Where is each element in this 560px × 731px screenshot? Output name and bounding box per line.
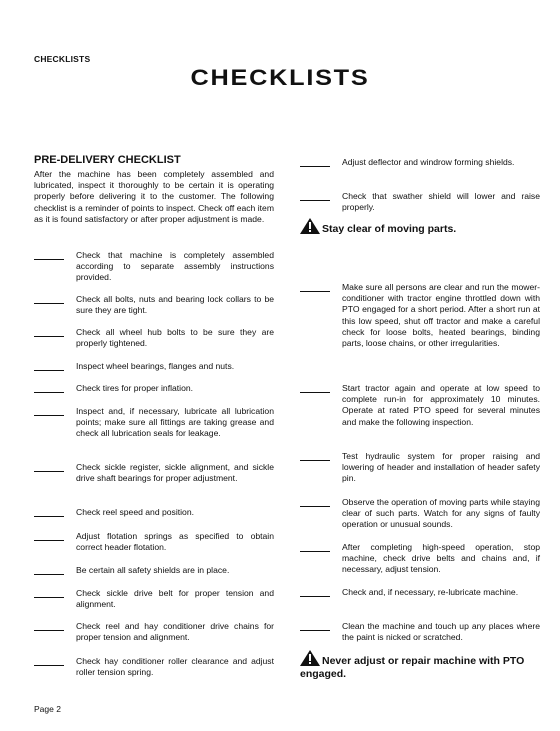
checklist-item	[300, 497, 540, 531]
running-header: CHECKLISTS	[34, 54, 91, 64]
checklist-item-text: Check hay conditioner roller clearance and adjust roller tension spring.	[76, 656, 274, 678]
checkbox-blank[interactable]	[34, 540, 64, 541]
checklist-item	[300, 542, 540, 576]
checkbox-blank[interactable]	[34, 597, 64, 598]
checklist-item	[34, 361, 274, 372]
checklist-item	[34, 250, 274, 284]
checklist-item	[34, 383, 274, 394]
checkbox-blank[interactable]	[300, 551, 330, 552]
checklist-item-text: Check all bolts, nuts and bearing lock collars to be sure they are tight.	[76, 294, 274, 316]
checklist-item	[34, 294, 274, 316]
checklist-item-text: Check reel and hay conditioner drive chains for proper tension and alignment.	[76, 621, 274, 643]
checklist-item-text: Start tractor again and operate at low speed to complete run-in for approximately 10 minutes. Operate at rated PTO speed for several minutes and make the following inspection.	[342, 383, 540, 427]
warning-never-adjust	[300, 650, 540, 680]
checklist-item	[300, 191, 540, 213]
checklist-item	[34, 462, 274, 484]
checklist-item	[300, 587, 540, 598]
warning-stay-clear	[300, 218, 540, 236]
warning-text: Stay clear of moving parts.	[322, 223, 457, 235]
checkbox-blank[interactable]	[34, 336, 64, 337]
checklist-item-text: Check all wheel hub bolts to be sure they are properly tightened.	[76, 327, 274, 349]
checklist-item-text: Adjust flotation springs as specified to obtain correct header flotation.	[76, 531, 274, 553]
page-title: CHECKLISTS	[190, 65, 370, 90]
checkbox-blank[interactable]	[34, 665, 64, 666]
warning-triangle-icon	[300, 650, 320, 666]
checklist-item	[34, 327, 274, 349]
checkbox-blank[interactable]	[34, 516, 64, 517]
warning-triangle-icon	[300, 218, 320, 234]
checkbox-blank[interactable]	[300, 166, 330, 167]
checkbox-blank[interactable]	[300, 596, 330, 597]
checklist-item	[300, 451, 540, 485]
checklist-item-text: Inspect and, if necessary, lubricate all lubrication points; make sure all fittings are taking grease and check all lubrication seals for leakage.	[76, 406, 274, 439]
checklist-item	[34, 531, 274, 553]
checklist-item-text: Adjust deflector and windrow forming shields.	[342, 157, 515, 167]
checklist-item-text: Be certain all safety shields are in place.	[76, 565, 230, 575]
checkbox-blank[interactable]	[300, 630, 330, 631]
checklist-item-text: Check reel speed and position.	[76, 507, 195, 517]
checklist-item	[34, 406, 274, 440]
checklist-item-text: Make sure all persons are clear and run the mower-conditioner with tractor engine throttled down with PTO engaged for a short period. After a short run at this low speed, shut off tractor and make a careful check for loose bolts, heated bearings, binding parts, loose chains, or other irregularities.	[342, 282, 540, 349]
checklist-item-text: Check and, if necessary, re-lubricate machine.	[342, 587, 519, 597]
checklist-item	[300, 282, 540, 349]
checklist-item	[34, 656, 274, 678]
checklist-item	[300, 621, 540, 643]
checklist-item-text: Check tires for proper inflation.	[76, 383, 194, 393]
checkbox-blank[interactable]	[34, 392, 64, 393]
checklist-item	[300, 157, 540, 168]
checkbox-blank[interactable]	[34, 259, 64, 260]
intro-paragraph: After the machine has been completely assembled and lubricated, inspect it thoroughly to be certain it is operating properly before delivering it to the customer. The following checklist is a reminder of points to inspect. Check off each item as it is found satisfactory or after proper adjustment is made.	[34, 169, 274, 224]
checklist-item	[34, 565, 274, 576]
checklist-item-text: Check that swather shield will lower and raise properly.	[342, 191, 540, 213]
checkbox-blank[interactable]	[34, 415, 64, 416]
checklist-item-text: Observe the operation of moving parts while staying clear of such parts. Watch for any signs of faulty operation or unusual sounds.	[342, 497, 540, 530]
checklist-item-text: Check that machine is completely assembled according to separate assembly instructions provided.	[76, 250, 274, 283]
warning-text: Never adjust or repair machine with PTO engaged.	[300, 655, 525, 680]
checkbox-blank[interactable]	[34, 303, 64, 304]
checklist-item-text: Test hydraulic system for proper raising and lowering of header and installation of header safety pin.	[342, 451, 540, 484]
checklist-item-text: Inspect wheel bearings, flanges and nuts.	[76, 361, 235, 371]
checklist-item-text: Check sickle register, sickle alignment, and sickle drive shaft bearings for proper adjustment.	[76, 462, 274, 484]
checkbox-blank[interactable]	[34, 630, 64, 631]
checklist-item	[300, 383, 540, 428]
checkbox-blank[interactable]	[34, 370, 64, 371]
checkbox-blank[interactable]	[300, 291, 330, 292]
checklist-item-text: Check sickle drive belt for proper tension and alignment.	[76, 588, 274, 610]
checkbox-blank[interactable]	[300, 460, 330, 461]
section-heading: PRE-DELIVERY CHECKLIST	[34, 154, 181, 166]
checkbox-blank[interactable]	[34, 574, 64, 575]
checklist-item	[34, 621, 274, 643]
page-number: Page 2	[34, 704, 61, 714]
checklist-item-text: Clean the machine and touch up any places where the paint is nicked or scratched.	[342, 621, 540, 643]
checkbox-blank[interactable]	[300, 200, 330, 201]
checklist-item	[34, 588, 274, 610]
checklist-item	[34, 507, 274, 518]
checkbox-blank[interactable]	[34, 471, 64, 472]
checklist-item-text: After completing high-speed operation, stop machine, check drive belts and chains and, if necessary, adjust tension.	[342, 542, 540, 575]
checkbox-blank[interactable]	[300, 506, 330, 507]
checkbox-blank[interactable]	[300, 392, 330, 393]
